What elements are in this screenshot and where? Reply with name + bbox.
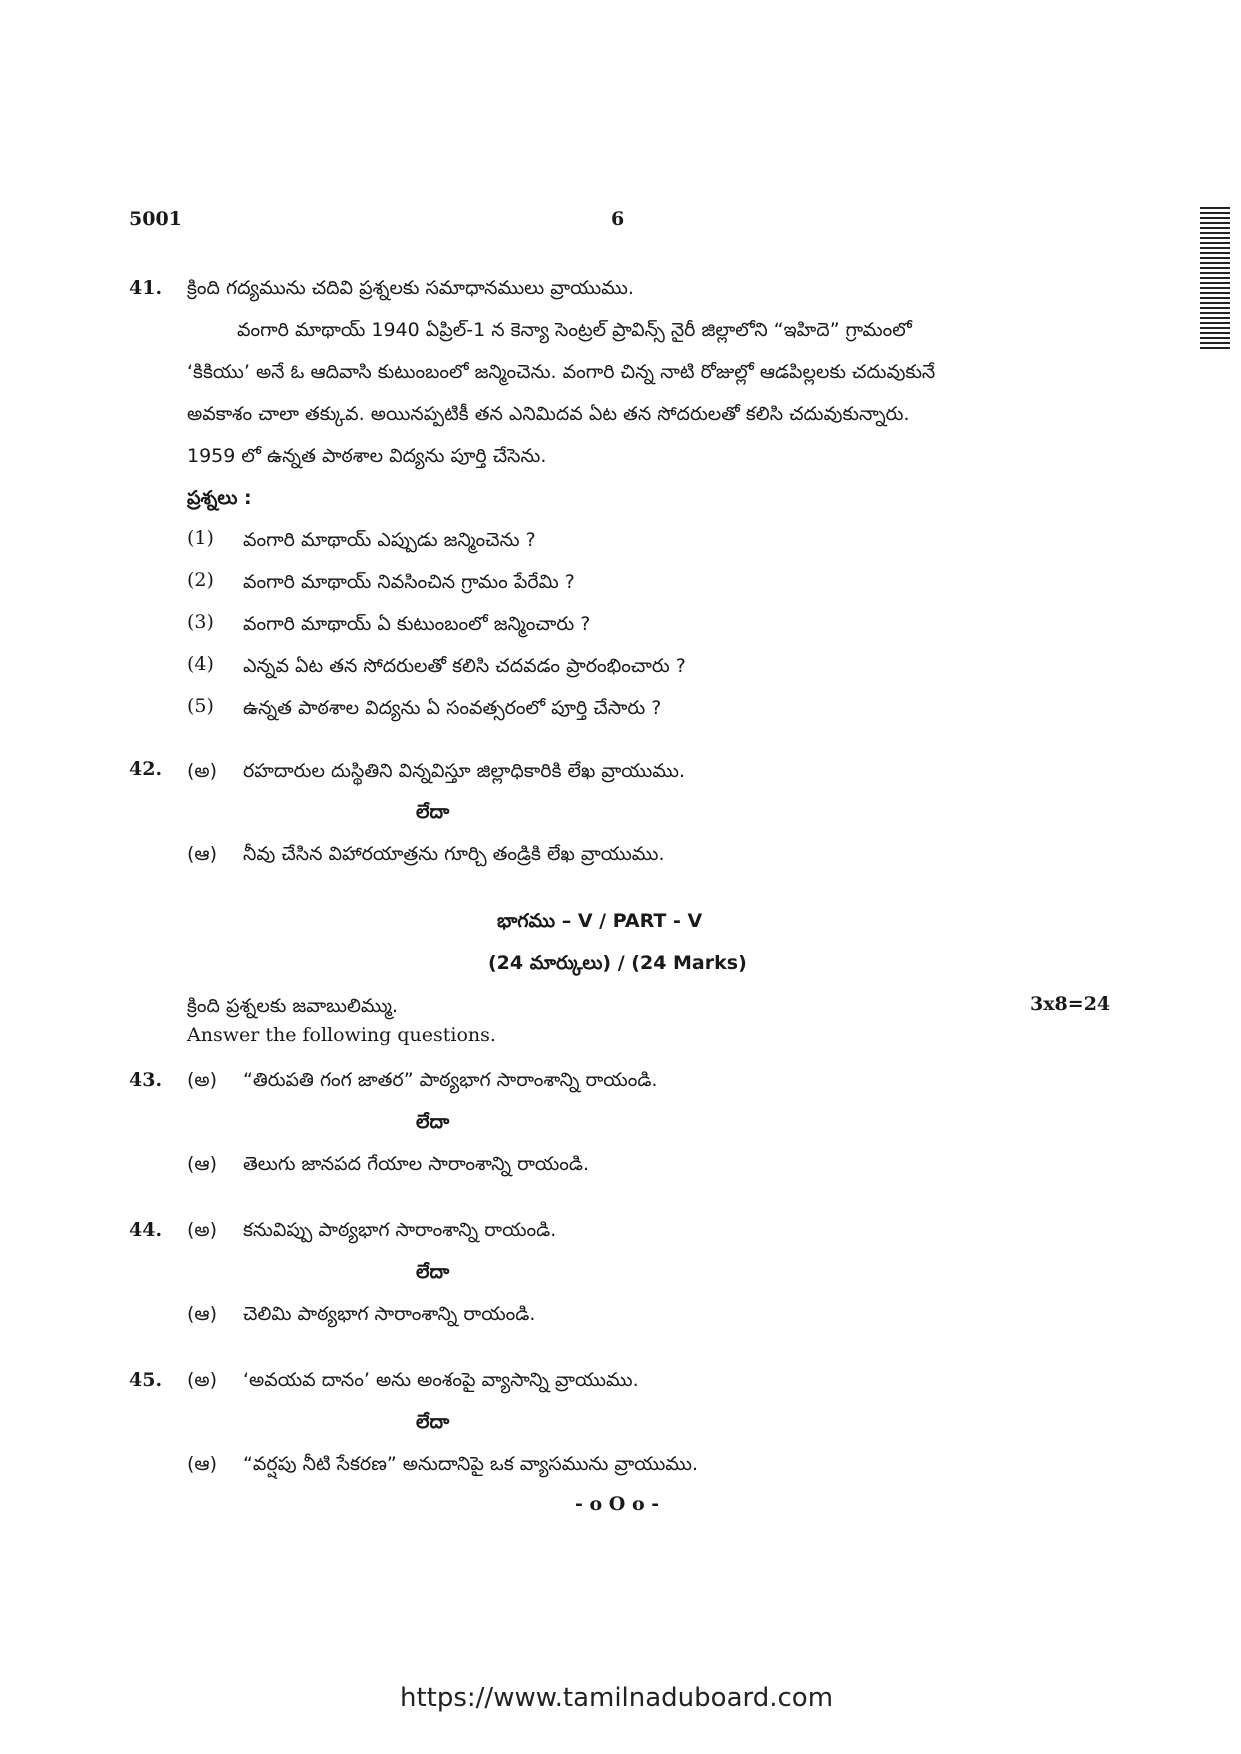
question-number-44: 44. — [129, 1219, 163, 1241]
q41-passage-line-4: 1959 లో ఉన్నత పాఠశాల విద్యను పూర్తి చేసెను. — [187, 445, 547, 467]
q43-option-b: తెలుగు జానపద గేయాల సారాంశాన్ని రాయండి. — [243, 1153, 590, 1175]
page-number: 6 — [611, 208, 625, 230]
q41-questions-label: ప్రశ్నలు : — [187, 487, 252, 509]
q41-sub-number: (2) — [187, 569, 214, 591]
part-marks: (24 మార్కులు) / (24 Marks) — [488, 952, 747, 974]
part-instruction-english: Answer the following questions. — [187, 1024, 496, 1046]
option-b-label: (ఆ) — [187, 1453, 217, 1475]
or-label: లేదా — [416, 1261, 450, 1283]
q44-option-b: చెలిమి పాఠ్యభాగ సారాంశాన్ని రాయండి. — [243, 1303, 536, 1325]
question-number-41: 41. — [129, 277, 163, 299]
q41-sub-question: ఉన్నత పాఠశాల విద్యను ఏ సంవత్సరంలో పూర్తి చేసారు ? — [243, 697, 662, 719]
option-a-label: (అ) — [187, 1069, 218, 1091]
question-number-45: 45. — [129, 1369, 163, 1391]
q42-option-b: నీవు చేసిన విహారయాత్రను గూర్చి తండ్రికి లేఖ వ్రాయుము. — [243, 843, 665, 865]
question-number-42: 42. — [129, 758, 163, 780]
option-b-label: (ఆ) — [187, 1153, 217, 1175]
q41-sub-question: వంగారి మాథాయ్ ఏ కుటుంబంలో జన్మించారు ? — [243, 613, 591, 635]
q41-passage-line-2: ‘కికియు’ అనే ఓ ఆదివాసి కుటుంబంలో జన్మించెను. వంగారి చిన్న నాటి రోజుల్లో ఆడపిల్లలకు చదువుకునే — [187, 361, 936, 383]
paper-code: 5001 — [129, 208, 182, 230]
q41-sub-number: (3) — [187, 611, 214, 633]
q41-sub-question: వంగారి మాథాయ్ ఎప్పుడు జన్మించెను ? — [243, 529, 536, 551]
q41-passage-line-3: అవకాశం చాలా తక్కువ. అయినప్పటికీ తన ఎనిమిదవ ఏట తన సోదరులతో కలిసి చదువుకున్నారు. — [187, 403, 910, 425]
option-a-label: (అ) — [187, 1369, 218, 1391]
q41-passage-line-1: వంగారి మాథాయ్ 1940 ఏప్రిల్-1 న కెన్యా సెంట్రల్ ప్రావిన్స్ నైరీ జిల్లాలోని “ఇహిదె” గ్రామంలో — [237, 319, 912, 341]
option-b-label: (ఆ) — [187, 843, 217, 865]
q45-option-b: “వర్షపు నీటి సేకరణ” అనుదానిపై ఒక వ్యాసమును వ్రాయుము. — [243, 1453, 698, 1475]
or-label: లేదా — [416, 1111, 450, 1133]
marks-scheme: 3x8=24 — [1030, 993, 1111, 1015]
q41-sub-question: వంగారి మాథాయ్ నివసించిన గ్రామం పేరేమి ? — [243, 571, 575, 593]
question-number-43: 43. — [129, 1069, 163, 1091]
or-label: లేదా — [416, 801, 450, 823]
footer-url[interactable]: https://www.tamilnaduboard.com — [400, 1683, 834, 1713]
q45-option-a: ‘అవయవ దానం’ అను అంశంపై వ్యాసాన్ని వ్రాయుము. — [243, 1369, 639, 1391]
part-title: భాగము – V / PART - V — [497, 910, 703, 932]
q41-sub-question: ఎన్నవ ఏట తన సోదరులతో కలిసి చదవడం ప్రారంభించారు ? — [243, 655, 686, 677]
or-label: లేదా — [416, 1411, 450, 1433]
part-instruction-telugu: క్రింది ప్రశ్నలకు జవాబులిమ్ము. — [187, 995, 399, 1017]
option-a-label: (అ) — [187, 760, 218, 782]
q42-option-a: రహదారుల దుస్థితిని విన్నవిస్తూ జిల్లాధికారికి లేఖ వ్రాయుము. — [243, 760, 686, 782]
barcode — [1200, 207, 1230, 352]
q44-option-a: కనువిప్పు పాఠ్యభాగ సారాంశాన్ని రాయండి. — [243, 1219, 557, 1241]
end-mark: - o O o - — [575, 1493, 660, 1515]
q43-option-a: “తిరుపతి గంగ జాతర” పాఠ్యభాగ సారాంశాన్ని రాయండి. — [243, 1069, 658, 1091]
q41-sub-number: (4) — [187, 653, 214, 675]
option-b-label: (ఆ) — [187, 1303, 217, 1325]
option-a-label: (అ) — [187, 1219, 218, 1241]
q41-sub-number: (1) — [187, 527, 214, 549]
q41-sub-number: (5) — [187, 695, 214, 717]
q41-instruction: క్రింది గద్యమును చదివి ప్రశ్నలకు సమాధానములు వ్రాయుము. — [187, 277, 634, 299]
